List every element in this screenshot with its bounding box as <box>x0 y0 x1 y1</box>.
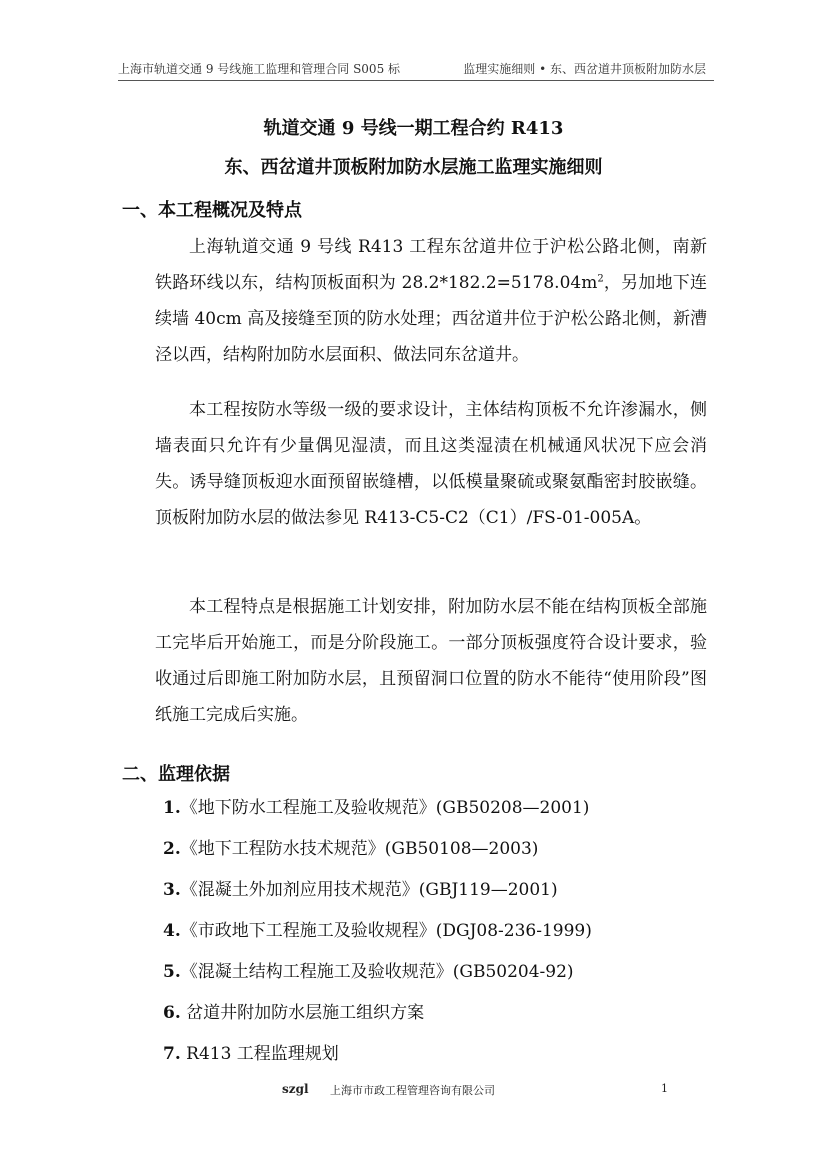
list-item-text: 《地下防水工程施工及验收规范》(GB50208—2001) <box>180 798 590 818</box>
document-title-line1: 轨道交通 9 号线一期工程合约 R413 <box>263 118 564 139</box>
list-item-number: 4. <box>163 921 181 941</box>
list-item <box>163 875 592 916</box>
list-item-text: 《地下工程防水技术规范》(GB50108—2003) <box>180 839 539 859</box>
page-number: 1 <box>661 1082 668 1095</box>
section1-paragraph1 <box>155 229 707 373</box>
list-item <box>163 834 592 875</box>
list-item-number: 3. <box>163 880 181 900</box>
list-item-number: 6. <box>163 1003 181 1023</box>
list-item-text: 《混凝土外加剂应用技术规范》(GBJ119—2001) <box>180 880 558 900</box>
page-footer <box>0 1080 827 1100</box>
list-item-text: 《混凝土结构工程施工及验收规范》(GB50204-92) <box>180 962 574 982</box>
basis-list <box>163 793 592 1080</box>
paragraph1-text-after: ，另加地下连续墙 40cm 高及接缝至顶的防水处理；西岔道井位于沪松公路北侧，新漕泾以西，结构附加防水层面积、做法同东岔道井。 <box>155 273 707 365</box>
list-item <box>163 998 592 1039</box>
header-contract-title: 上海市轨道交通 9 号线施工监理和管理合同 S005 标 <box>118 62 401 76</box>
section1-heading: 一、本工程概况及特点 <box>122 200 302 221</box>
list-item <box>163 957 592 998</box>
list-item-number: 7. <box>163 1044 181 1064</box>
list-item <box>163 793 592 834</box>
list-item <box>163 1039 592 1080</box>
list-item <box>163 916 592 957</box>
list-item-text: 《市政地下工程施工及验收规程》(DGJ08-236-1999) <box>180 921 592 941</box>
section1-paragraph3: 本工程特点是根据施工计划安排，附加防水层不能在结构顶板全部施工完毕后开始施工，而是分阶段施工。一部分顶板强度符合设计要求，验收通过后即施工附加防水层，且预留洞口位置的防水不能待“使用阶段”图纸施工完成后实施。 <box>155 597 707 725</box>
document-title-line2: 东、西岔道井顶板附加防水层施工监理实施细则 <box>224 157 603 178</box>
page-header <box>118 56 714 81</box>
section2-heading: 二、监理依据 <box>122 764 230 785</box>
list-item-number: 2. <box>163 839 181 859</box>
section1-paragraph2: 本工程按防水等级一级的要求设计，主体结构顶板不允许渗漏水，侧墙表面只允许有少量偶见湿渍，而且这类湿渍在机械通风状况下应会消失。诱导缝顶板迎水面预留嵌缝槽，以低模量聚硫或聚氨酯密封胶嵌缝。顶板附加防水层的做法参见 R413-C5-C2（C1）/FS-01-005A。 <box>155 400 707 528</box>
list-item-text: R413 工程监理规划 <box>180 1044 339 1064</box>
paragraph1-text-before: 上海轨道交通 9 号线 R413 工程东岔道井位于沪松公路北侧，南新铁路环线以东，结构顶板面积为 28.2*182.2=5178.04m <box>155 237 707 293</box>
footer-company-code: szgl <box>282 1082 309 1096</box>
header-document-title: 监理实施细则 • 东、西岔道井顶板附加防水层 <box>463 62 706 76</box>
footer-company-name: 上海市市政工程管理咨询有限公司 <box>330 1084 495 1097</box>
area-unit-superscript: 2 <box>597 273 604 285</box>
list-item-text: 岔道井附加防水层施工组织方案 <box>180 1003 425 1023</box>
list-item-number: 5. <box>163 962 181 982</box>
list-item-number: 1. <box>163 798 181 818</box>
